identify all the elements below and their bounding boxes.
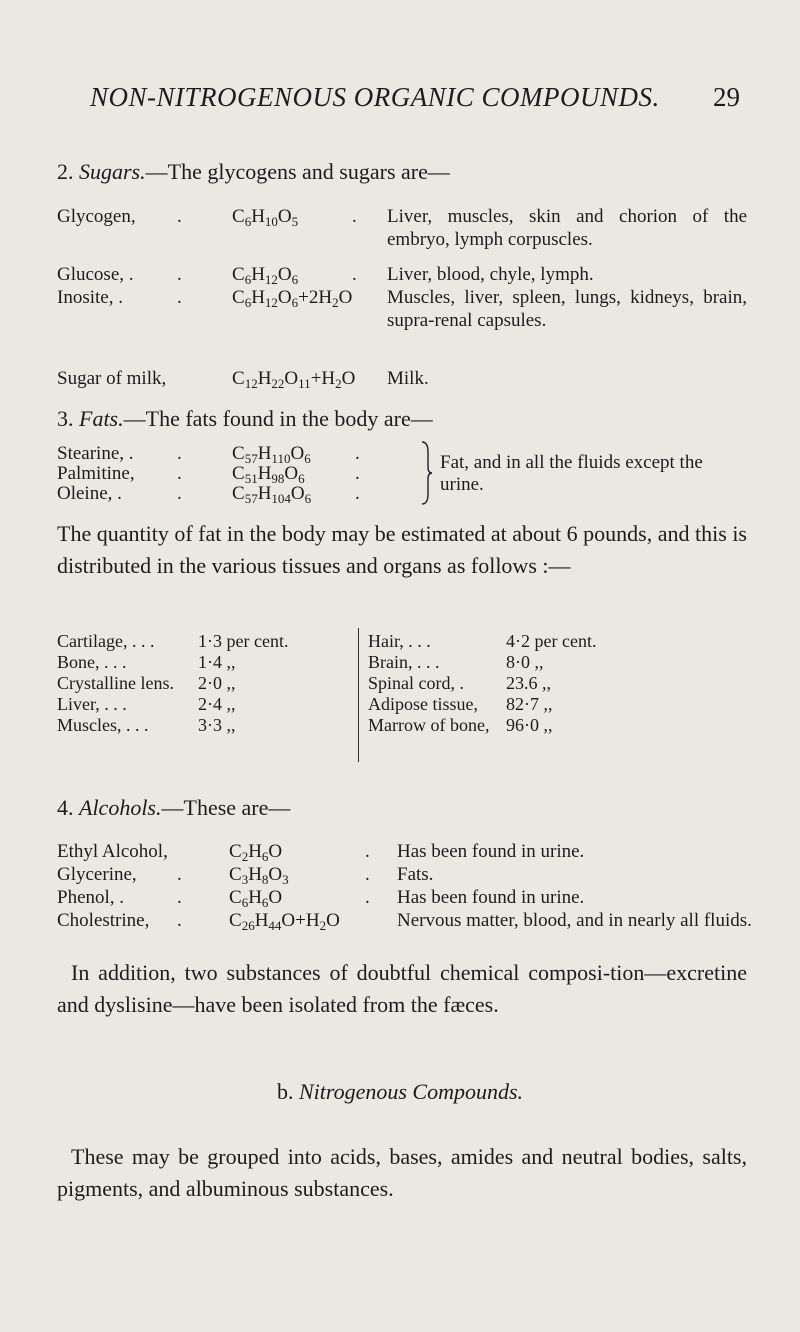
sugar-name: Sugar of milk, [57, 368, 167, 389]
alcohols-heading: 4. Alcohols.—These are— [57, 795, 291, 820]
fat-dist-right-percent: 82·7 ,, [506, 694, 553, 714]
fat-leader-dot: . [355, 443, 360, 464]
fat-dist-left-percent: 2·4 ,, [198, 694, 236, 714]
nitrogenous-heading: b. Nitrogenous Compounds. [276, 1079, 524, 1104]
fat-dist-right-tissue: Spinal cord, . [368, 673, 464, 693]
alcohol-name: Cholestrine, [57, 910, 150, 931]
fat-dist-left-tissue: Bone, . . . [57, 652, 127, 672]
fat-quantity-paragraph: The quantity of fat in the body may be estimated at about 6 pounds, and this is distributed in the various tissues and organs as follows :— [57, 521, 747, 578]
fat-dist-right-percent: 23.6 ,, [506, 673, 551, 693]
fat-dist-right-percent: 8·0 ,, [506, 652, 544, 672]
fat-dist-right-tissue: Brain, . . . [368, 652, 440, 672]
fat-formula: $C_{51}H_{98}O_6$ [232, 463, 305, 486]
fats-brace [420, 440, 432, 506]
nitrogenous-paragraph: These may be grouped into acids, bases, amides and neutral bodies, salts, pigments, and albuminous substances. [57, 1144, 747, 1201]
sugar-formula: $C_6H_{12}O_6+2H_2O$ [232, 287, 353, 310]
fat-leader-dot: . [355, 483, 360, 504]
alcohol-location: Has been found in urine. [397, 841, 585, 862]
sugar-name: Inosite, . [57, 287, 123, 308]
sugar-formula: $C_6H_{12}O_6$ [232, 264, 299, 287]
fat-leader-dot: . [355, 463, 360, 484]
alcohol-leader-dot: . [365, 864, 370, 885]
fat-leader-dot: . [177, 463, 182, 484]
fat-leader-dot: . [177, 483, 182, 504]
sugar-leader-dot: . [177, 264, 182, 285]
alcohol-leader-dot: . [177, 887, 182, 908]
fat-dist-right-percent: 4·2 per cent. [506, 631, 597, 651]
sugar-location: Muscles, liver, spleen, lungs, kidneys, brain, supra-renal capsules. [387, 287, 747, 331]
fat-name: Stearine, . [57, 443, 134, 464]
fat-dist-left-tissue: Crystalline lens. [57, 673, 174, 693]
sugar-name: Glucose, . [57, 264, 134, 285]
alcohol-location: Has been found in urine. [397, 887, 585, 908]
fat-dist-left-percent: 2·0 ,, [198, 673, 236, 693]
fat-formula: $C_{57}H_{104}O_6$ [232, 483, 312, 506]
fat-dist-left-tissue: Muscles, . . . [57, 715, 149, 735]
alcohol-leader-dot: . [365, 841, 370, 862]
sugar-location: Milk. [387, 368, 429, 389]
sugar-leader-dot: . [177, 287, 182, 308]
fat-dist-right-tissue: Marrow of bone, [368, 715, 490, 735]
fats-location: Fat, and in all the fluids except the urine. [440, 452, 703, 495]
alcohol-formula: $C_6H_6O$ [229, 887, 283, 910]
sugars-heading: 2. Sugars.—The glycogens and sugars are— [57, 159, 450, 184]
sugar-leader-dot: . [352, 264, 357, 285]
fat-name: Oleine, . [57, 483, 122, 504]
fats-heading: 3. Fats.—The fats found in the body are— [57, 406, 433, 431]
alcohol-location: Fats. [397, 864, 434, 885]
fat-dist-left-tissue: Cartilage, . . . [57, 631, 155, 651]
sugar-leader-dot: . [352, 206, 357, 227]
alcohol-location: Nervous matter, blood, and in nearly all fluids. [397, 910, 752, 931]
alcohol-leader-dot: . [365, 887, 370, 908]
alcohol-formula: $C_3H_8O_3$ [229, 864, 289, 887]
alcohol-name: Ethyl Alcohol, [57, 841, 168, 862]
fat-dist-right-tissue: Adipose tissue, [368, 694, 478, 714]
alcohol-formula: $C_2H_6O$ [229, 841, 283, 864]
addition-paragraph: In addition, two substances of doubtful chemical composi-tion—excretine and dyslisine—have been isolated from the fæces. [57, 960, 747, 1017]
page-number: 29 [713, 82, 740, 112]
fat-dist-left-tissue: Liver, . . . [57, 694, 127, 714]
sugar-formula: $C_{12}H_{22}O_{11}+H_2O$ [232, 368, 356, 391]
fat-leader-dot: . [177, 443, 182, 464]
fat-dist-left-percent: 1·3 per cent. [198, 631, 289, 651]
alcohol-name: Phenol, . [57, 887, 125, 908]
sugar-location: Liver, muscles, skin and chorion of the embryo, lymph corpuscles. [387, 206, 747, 250]
sugar-name: Glycogen, [57, 206, 136, 227]
sugar-formula: $C_6H_{10}O_5$ [232, 206, 299, 229]
page-header [90, 82, 740, 116]
sugar-leader-dot: . [177, 206, 182, 227]
fat-dist-left-percent: 3·3 ,, [198, 715, 236, 735]
alcohol-leader-dot: . [177, 864, 182, 885]
running-head: NON-NITROGENOUS ORGANIC COMPOUNDS. [90, 82, 660, 112]
fat-dist-right-tissue: Hair, . . . [368, 631, 431, 651]
sugar-location: Liver, blood, chyle, lymph. [387, 264, 594, 285]
fat-dist-left-percent: 1·4 ,, [198, 652, 236, 672]
table-divider [358, 628, 359, 762]
alcohol-name: Glycerine, [57, 864, 137, 885]
fat-formula: $C_{57}H_{110}O_6$ [232, 443, 311, 466]
alcohol-formula: $C_{26}H_{44}O+H_2O$ [229, 910, 340, 933]
fat-dist-right-percent: 96·0 ,, [506, 715, 553, 735]
fat-name: Palmitine, [57, 463, 135, 484]
alcohol-leader-dot: . [177, 910, 182, 931]
